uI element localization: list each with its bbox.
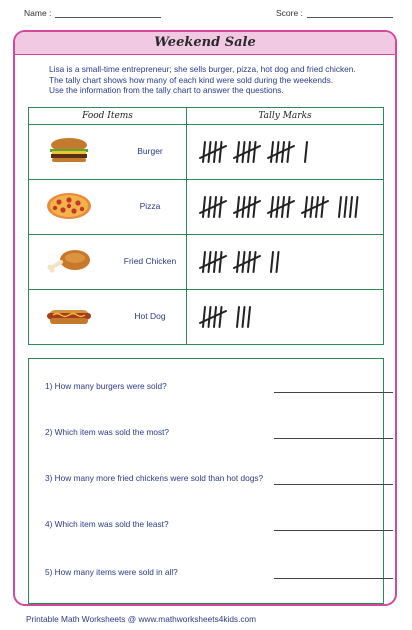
tally-stroke xyxy=(209,307,211,327)
answer-line-2[interactable] xyxy=(274,437,393,439)
tally-cell xyxy=(187,290,384,345)
tally-stroke xyxy=(277,197,279,217)
score-line[interactable] xyxy=(307,8,393,18)
intro-text xyxy=(49,64,379,96)
tally-stroke xyxy=(237,197,239,217)
tally-stroke xyxy=(345,197,347,217)
tally-stroke xyxy=(288,142,290,162)
tally-stroke xyxy=(271,142,273,162)
tally-stroke xyxy=(254,252,256,272)
tally-stroke xyxy=(209,252,211,272)
question-4: 4) Which item was sold the least? xyxy=(45,519,169,529)
tally-marks xyxy=(188,129,378,175)
tally-stroke xyxy=(209,142,211,162)
tally-stroke xyxy=(254,197,256,217)
tally-marks xyxy=(188,294,378,340)
title-bar xyxy=(15,32,395,55)
tally-stroke xyxy=(322,197,324,217)
question-2: 2) Which item was sold the most? xyxy=(45,427,170,437)
question-5: 5) How many items were sold in all? xyxy=(45,567,178,577)
tally-stroke xyxy=(220,252,222,272)
table-row xyxy=(29,125,384,180)
intro-line: Use the information from the tally chart to answer the questions. xyxy=(49,85,284,96)
tally-stroke xyxy=(356,197,358,217)
tally-stroke xyxy=(243,307,245,327)
tally-cell xyxy=(187,235,384,290)
tally-stroke xyxy=(237,142,239,162)
table-row xyxy=(29,290,384,345)
tally-stroke xyxy=(305,197,307,217)
tally-stroke xyxy=(237,307,239,327)
name-label: Name : xyxy=(24,8,52,18)
tally-stroke xyxy=(203,142,205,162)
tally-stroke xyxy=(243,252,245,272)
answer-line-4[interactable] xyxy=(274,529,393,531)
question-3: 3) How many more fried chickens were sold than hot dogs? xyxy=(45,473,264,483)
tally-stroke xyxy=(243,142,245,162)
pizza-icon xyxy=(45,192,93,220)
worksheet-title: Weekend Sale xyxy=(154,35,256,50)
tally-marks-header: Tally Marks xyxy=(187,108,384,125)
footer-text: Printable Math Worksheets @ www.mathworksheets4kids.com xyxy=(26,614,257,624)
tally-stroke xyxy=(305,142,307,162)
food-name: Hot Dog xyxy=(134,311,166,321)
answer-line-5[interactable] xyxy=(274,577,393,579)
tally-stroke xyxy=(271,197,273,217)
name-line[interactable] xyxy=(55,8,161,18)
tally-cell xyxy=(187,180,384,235)
fried-chicken-icon xyxy=(45,247,93,275)
tally-stroke xyxy=(311,197,313,217)
tally-stroke xyxy=(220,142,222,162)
tally-stroke xyxy=(203,197,205,217)
score-label: Score : xyxy=(276,8,303,18)
tally-stroke xyxy=(277,142,279,162)
tally-marks xyxy=(188,184,378,230)
tally-stroke xyxy=(271,252,273,272)
tally-stroke xyxy=(220,307,222,327)
tally-stroke xyxy=(243,197,245,217)
answer-line-1[interactable] xyxy=(274,391,393,393)
tally-stroke xyxy=(203,307,205,327)
tally-stroke xyxy=(209,197,211,217)
table-row xyxy=(29,235,384,290)
tally-cell xyxy=(187,125,384,180)
tally-stroke xyxy=(254,142,256,162)
tally-stroke xyxy=(237,252,239,272)
hot-dog-icon xyxy=(45,302,93,330)
tally-stroke xyxy=(248,307,250,327)
food-name: Burger xyxy=(137,146,163,156)
question-1: 1) How many burgers were sold? xyxy=(45,381,167,391)
tally-table xyxy=(28,107,384,345)
worksheet-frame xyxy=(13,30,397,606)
tally-stroke xyxy=(339,197,341,217)
tally-stroke xyxy=(220,197,222,217)
score-field xyxy=(276,8,393,18)
answer-line-3[interactable] xyxy=(274,483,393,485)
tally-stroke xyxy=(350,197,352,217)
intro-line: Lisa is a small-time entrepreneur; she sells burger, pizza, hot dog and fried chicken. xyxy=(49,64,356,74)
table-row xyxy=(29,180,384,235)
food-name: Fried Chicken xyxy=(123,256,177,266)
tally-stroke xyxy=(277,252,279,272)
tally-marks xyxy=(188,239,378,285)
burger-icon xyxy=(45,137,93,165)
questions-box xyxy=(28,358,384,604)
intro-line: The tally chart shows how many of each kind were sold during the weekends. xyxy=(49,74,334,85)
food-name: Pizza xyxy=(139,201,161,211)
food-items-header: Food Items xyxy=(29,108,187,125)
tally-stroke xyxy=(203,252,205,272)
table-header-row xyxy=(29,108,384,125)
name-field xyxy=(24,8,161,18)
tally-stroke xyxy=(288,197,290,217)
